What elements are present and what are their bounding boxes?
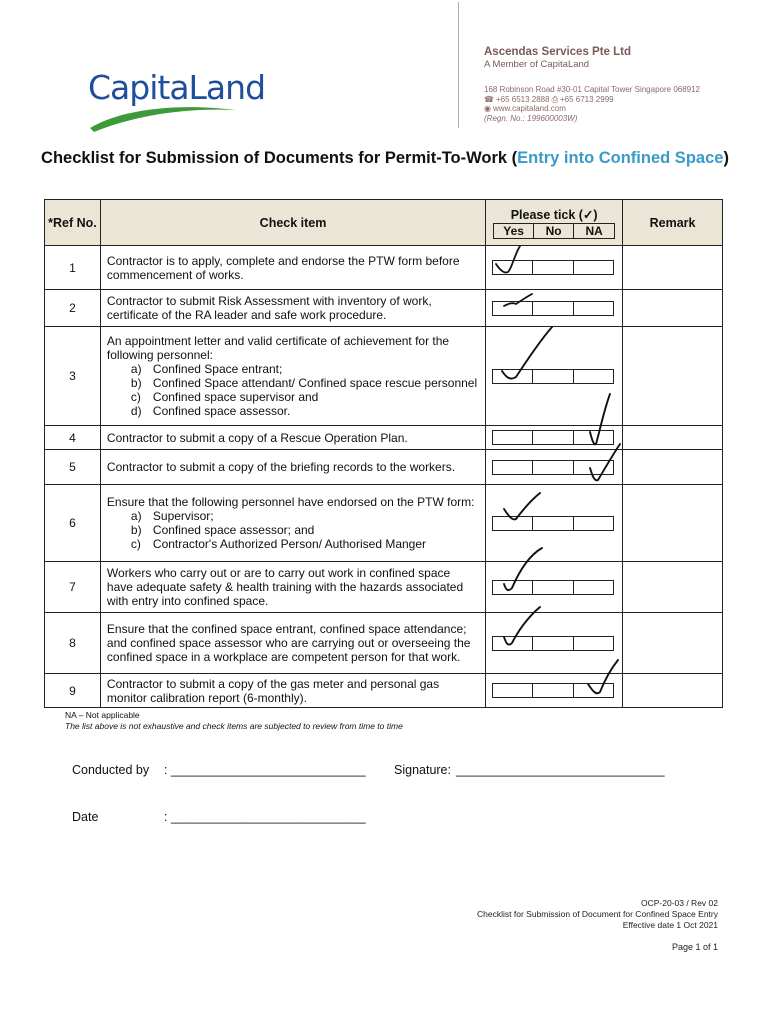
date-label: Date [72,810,99,824]
header-divider [458,2,459,128]
conducted-by-field[interactable]: : ____________________________ [164,763,366,777]
sub-item: b) Confined space assessor; and [130,523,315,537]
row-ref: 9 [45,674,101,708]
no-box [533,261,573,274]
row-check-item: Ensure that the confined space entrant, confined space attendance; and confined space assessor who are carrying out or overseeing the confined space in a workplace are competent person for that work. [100,613,485,674]
row-ref: 2 [45,290,101,327]
row-check-item: Contractor to submit a copy of the briefing records to the workers. [100,450,485,485]
row-remark[interactable] [623,485,723,562]
sub-item: a) Confined Space entrant; [130,362,283,376]
website-line [484,104,700,114]
yes-box [493,461,533,474]
yes-box [493,431,533,444]
tick-subheaders [493,223,615,239]
row-remark[interactable] [623,674,723,708]
na-note: NA – Not applicable [65,710,140,720]
logo-text: CapitaLand [88,68,266,107]
fax-number: +65 6713 2999 [559,94,614,104]
na-box [574,431,613,444]
table-row [45,327,723,426]
regn-number: (Regn. No.: 199600003W) [484,113,578,123]
doc-title: Checklist for Submission of Document for Confined Space Entry [477,909,718,919]
doc-code: OCP-20-03 / Rev 02 [640,898,718,908]
row-tick-cell[interactable] [486,674,623,708]
table-row [45,485,723,562]
signature-field[interactable]: ______________________________ [456,763,665,777]
sub-list [107,509,479,551]
tick-boxes[interactable] [492,260,614,275]
yes-box [493,684,533,697]
tick-boxes[interactable] [492,369,614,384]
table-row [45,674,723,708]
phone-icon: ☎ [484,94,494,104]
tick-boxes[interactable] [492,580,614,595]
document-reference [477,898,718,931]
date-field[interactable]: : ____________________________ [164,810,366,824]
row-check-item: An appointment letter and valid certificate of achievement for the following personnel: a) Confined Space entrant; b) Confined Space attendant/ Confined space rescue personnel c) Confined space supervisor and d) Confined space assessor. [100,327,485,426]
table-header-row [45,200,723,246]
row-tick-cell[interactable] [486,613,623,674]
yes-box [493,302,533,315]
na-box [574,637,613,650]
header-remark: Remark [623,200,723,246]
header-na: NA [585,223,603,238]
conducted-by-label: Conducted by [72,763,150,777]
na-box [574,517,613,530]
row-ref: 8 [45,613,101,674]
phone-line [484,95,700,105]
tick-boxes[interactable] [492,301,614,316]
no-box [533,684,573,697]
row-tick-cell[interactable] [486,246,623,290]
no-box [533,302,573,315]
row-ref: 7 [45,562,101,613]
row-remark[interactable] [623,290,723,327]
table-row [45,426,723,450]
doc-effective-date: Effective date 1 Oct 2021 [622,920,718,930]
title-accent: Entry into Confined Space [517,149,724,167]
yes-box [493,581,533,594]
row-remark[interactable] [623,246,723,290]
row-ref: 3 [45,327,101,426]
na-box [574,370,613,383]
sub-item: a) Supervisor; [130,509,214,523]
row-check-item: Contractor is to apply, complete and endorse the PTW form before commencement of works. [100,246,485,290]
row-ref: 1 [45,246,101,290]
fax-icon: ⎙ [551,94,558,104]
row-ref: 5 [45,450,101,485]
sub-item: c) Confined space supervisor and [130,390,319,404]
company-member: A Member of CapitaLand [484,59,590,70]
table-row [45,290,723,327]
sub-list [107,362,479,418]
page-number: Page 1 of 1 [671,942,718,952]
yes-box [493,517,533,530]
website: www.capitaland.com [492,104,566,113]
capitaland-logo [88,68,266,134]
yes-box [493,370,533,383]
header-ref: *Ref No. [45,200,101,246]
tick-boxes[interactable] [492,430,614,445]
row-ref: 4 [45,426,101,450]
tick-boxes[interactable] [492,683,614,698]
row-tick-cell[interactable] [486,485,623,562]
address-line: 168 Robinson Road #30-01 Capital Tower Singapore 068912 [484,85,701,94]
signature-label: Signature: [394,763,451,777]
please-tick-label: Please tick (✓) [510,207,598,222]
header-no: No [534,224,574,238]
row-remark[interactable] [623,327,723,426]
no-box [533,461,573,474]
logo-swoosh-icon [88,98,238,134]
tick-boxes[interactable] [492,636,614,651]
row-tick-cell[interactable] [486,290,623,327]
row-check-item: Ensure that the following personnel have endorsed on the PTW form: a) Supervisor; b) Confined space assessor; and c) Contractor's Authorized Person/ Authorised Manger [100,485,485,562]
row-check-item: Contractor to submit Risk Assessment with inventory of work, certificate of the RA leader and safe work procedure. [100,290,485,327]
header-check-item: Check item [100,200,485,246]
row-remark[interactable] [623,613,723,674]
row-check-item: Workers who carry out or are to carry out work in confined space have adequate safety & health training with the hazards associated with entry into confined space. [100,562,485,613]
row-tick-cell[interactable] [486,562,623,613]
company-name: Ascendas Services Pte Ltd [484,46,632,58]
tick-boxes[interactable] [492,460,614,475]
no-box [533,370,573,383]
no-box [533,581,573,594]
no-box [533,637,573,650]
sub-item: c) Contractor's Authorized Person/ Authorised Manger [130,537,427,551]
na-box [574,461,613,474]
tick-boxes[interactable] [492,516,614,531]
header-please-tick [486,200,623,246]
na-box [574,261,613,274]
company-block [484,46,631,70]
table-row [45,450,723,485]
yes-box [493,637,533,650]
globe-icon: ◉ [484,104,491,113]
row-check-item: Contractor to submit a copy of a Rescue Operation Plan. [100,426,485,450]
na-box [574,302,613,315]
no-box [533,517,573,530]
row-check-item: Contractor to submit a copy of the gas meter and personal gas monitor calibration report (6-monthly). [100,674,485,708]
row-tick-cell[interactable] [486,327,623,426]
row-remark[interactable] [623,426,723,450]
company-address-block [484,85,700,123]
na-box [574,684,613,697]
row-ref: 6 [45,485,101,562]
yes-box [493,261,533,274]
no-box [533,431,573,444]
sub-item: d) Confined space assessor. [130,404,291,418]
disclaimer-note: The list above is not exhaustive and check items are subjected to review from time to time [65,721,403,731]
table-row [45,613,723,674]
checklist-table [44,199,723,708]
sub-item: b) Confined Space attendant/ Confined space rescue personnel [130,376,478,390]
na-box [574,581,613,594]
page-title: Checklist for Submission of Documents for Permit-To-Work (Entry into Confined Space) [41,149,729,167]
table-row [45,562,723,613]
header-yes: Yes [494,224,534,238]
phone-number: +65 6513 2888 [495,94,550,104]
row-tick-cell[interactable] [486,426,623,450]
row-remark[interactable] [623,562,723,613]
row-remark[interactable] [623,450,723,485]
row-tick-cell[interactable] [486,450,623,485]
table-row [45,246,723,290]
